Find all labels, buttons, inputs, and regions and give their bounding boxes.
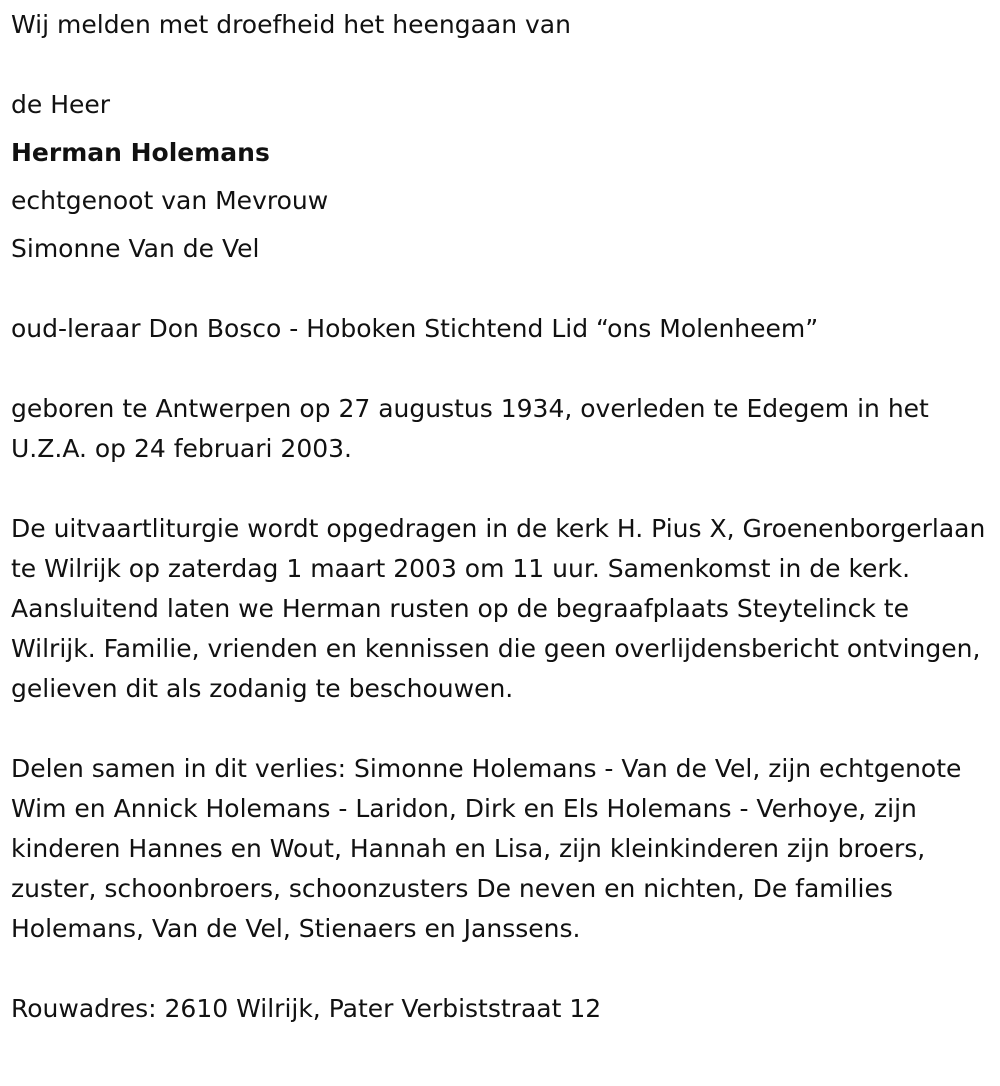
spacer [11, 949, 991, 989]
birth-death-paragraph: geboren te Antwerpen op 27 augustus 1934, overleden te Edegem in het U.Z.A. op 24 februari 2003. [11, 394, 929, 463]
obituary-notice [11, 0, 991, 1029]
intro-text: Wij melden met droefheid het heengaan van [11, 10, 571, 39]
spouse-line: echtgenoot van Mevrouw [11, 186, 329, 215]
spouse-name: Simonne Van de Vel [11, 234, 260, 263]
spacer [11, 709, 991, 749]
spacer [11, 45, 991, 85]
occupation-text: oud-leraar Don Bosco - Hoboken Stichtend Lid “ons Molenheem” [11, 314, 819, 343]
deceased-name [11, 133, 991, 173]
family-paragraph: Delen samen in dit verlies: Simonne Holemans - Van de Vel, zijn echtgenote Wim en Annick Holemans - Laridon, Dirk en Els Holemans - Verhoye, zijn kinderen Hannes en Wout, Hannah en Lisa, zijn kleinkinderen zijn broers, zuster, schoonbroers, schoonzusters De neven en nichten, De families Holemans, Van de Vel, Stienaers en Janssens. [11, 754, 962, 943]
address-line: Rouwadres: 2610 Wilrijk, Pater Verbiststraat 12 [11, 994, 602, 1023]
funeral-paragraph: De uitvaartliturgie wordt opgedragen in de kerk H. Pius X, Groenenborgerlaan te Wilrijk op zaterdag 1 maart 2003 om 11 uur. Samenkomst in de kerk. Aansluitend laten we Herman rusten op de begraafplaats Steytelinck te Wilrijk. Familie, vrienden en kennissen die geen overlijdensbericht ontvingen, gelieven dit als zodanig te beschouwen. [11, 514, 986, 703]
title-prefix: de Heer [11, 90, 111, 119]
spacer [11, 469, 991, 509]
deceased-name-text: Herman Holemans [11, 138, 270, 167]
spacer [11, 269, 991, 309]
spacer [11, 349, 991, 389]
